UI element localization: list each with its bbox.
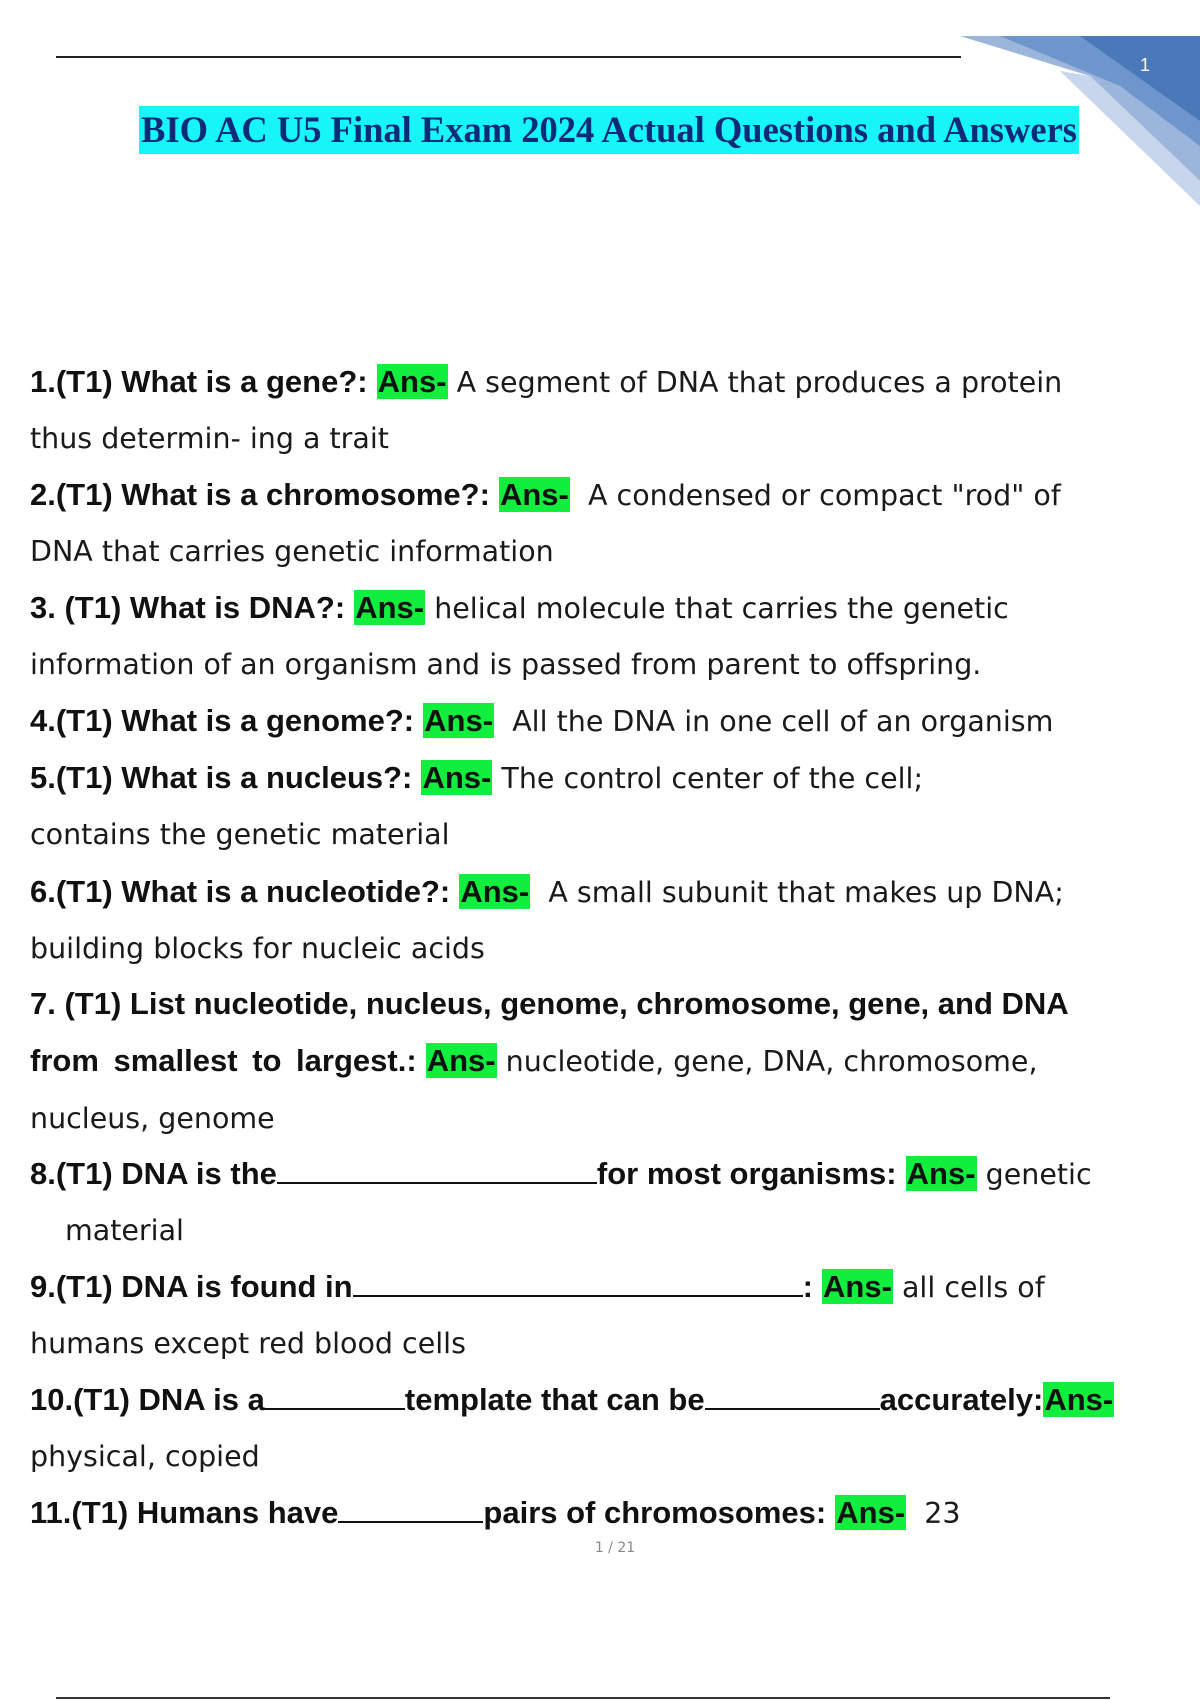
- answer-tag: Ans-: [355, 590, 425, 625]
- question-text: 4.(T1) What is a genome?:: [30, 703, 415, 738]
- question-text: 6.(T1) What is a nucleotide?:: [30, 874, 451, 909]
- qa-item: [30, 750, 1170, 864]
- answer-text: A condensed or compact "rod" of: [587, 479, 1061, 512]
- answer-blank: [265, 1378, 405, 1410]
- question-text: from smallest to largest.:: [30, 1043, 417, 1079]
- qa-item: [30, 467, 1170, 581]
- question-text: 8.(T1) DNA is the: [30, 1156, 277, 1191]
- question-text: template that can be: [404, 1382, 705, 1417]
- qa-item: [30, 976, 1170, 1147]
- answer-text: thus determin- ing a trait: [30, 422, 389, 456]
- answer-blank: [277, 1152, 597, 1184]
- answer-tag: Ans-: [377, 364, 447, 399]
- question-text: :: [802, 1269, 813, 1304]
- answer-blank: [705, 1378, 880, 1410]
- header-rule: [56, 56, 961, 58]
- answer-text: helical molecule that carries the genetic: [434, 592, 1009, 625]
- question-text: 11.(T1) Humans have: [30, 1495, 339, 1530]
- answer-text: contains the genetic material: [30, 818, 450, 852]
- answer-text: nucleus, genome: [30, 1101, 275, 1135]
- question-text: 2.(T1) What is a chromosome?:: [30, 477, 490, 512]
- question-text: 10.(T1) DNA is a: [30, 1382, 265, 1417]
- qa-item: [30, 580, 1170, 694]
- answer-text: genetic: [985, 1158, 1092, 1191]
- question-text: for most organisms:: [596, 1156, 897, 1191]
- qa-item: [30, 864, 1170, 978]
- question-text: 1.(T1) What is a gene?:: [30, 364, 368, 399]
- qa-item: [30, 354, 1170, 468]
- answer-text: humans except red blood cells: [30, 1327, 466, 1361]
- footer-rule: [56, 1697, 1110, 1699]
- question-text: 7. (T1) List nucleotide, nucleus, genome, chromosome, gene, and DNA: [30, 986, 1069, 1021]
- answer-tag: Ans-: [499, 477, 569, 512]
- answer-text: The control center of the cell;: [501, 762, 924, 795]
- page-number: 1: [1140, 55, 1151, 75]
- answer-blank: [353, 1265, 803, 1297]
- qa-item: [30, 1146, 1170, 1260]
- answer-text: 23: [924, 1497, 961, 1530]
- question-text: 5.(T1) What is a nucleus?:: [30, 760, 413, 795]
- question-text: accurately:: [879, 1382, 1044, 1417]
- answer-tag: Ans-: [823, 1269, 892, 1304]
- qa-item: [30, 1372, 1170, 1486]
- answer-tag: Ans-: [906, 1156, 976, 1191]
- answer-text: nucleotide, gene, DNA, chromosome,: [505, 1045, 1038, 1079]
- answer-blank: [338, 1491, 483, 1523]
- answer-text: All the DNA in one cell of an organism: [512, 705, 1054, 738]
- answer-text: A small subunit that makes up DNA;: [548, 876, 1064, 909]
- answer-text: all cells of: [901, 1271, 1045, 1304]
- answer-tag: Ans-: [836, 1495, 906, 1530]
- title-container: [0, 106, 1200, 154]
- qa-item: [30, 1259, 1170, 1373]
- question-text: 9.(T1) DNA is found in: [30, 1269, 353, 1304]
- answer-text: A segment of DNA that produces a protein: [456, 366, 1063, 399]
- answer-text: building blocks for nucleic acids: [30, 932, 485, 966]
- answer-tag: Ans-: [422, 760, 492, 795]
- answer-tag: Ans-: [460, 874, 530, 909]
- document-title: BIO AC U5 Final Exam 2024 Actual Questions and Answers: [139, 106, 1079, 154]
- question-text: pairs of chromosomes:: [483, 1495, 827, 1530]
- qa-item: [30, 693, 1170, 750]
- answer-text: material: [65, 1214, 184, 1248]
- answer-text: information of an organism and is passed from parent to offspring.: [30, 648, 982, 682]
- answer-tag: Ans-: [1044, 1382, 1114, 1417]
- page-indicator: 1 / 21: [594, 1540, 636, 1556]
- qa-item: [30, 1485, 1170, 1542]
- answer-text: physical, copied: [30, 1440, 260, 1474]
- answer-text: DNA that carries genetic information: [30, 535, 554, 569]
- answer-tag: Ans-: [426, 1043, 496, 1079]
- answer-tag: Ans-: [424, 703, 494, 738]
- question-text: 3. (T1) What is DNA?:: [30, 590, 346, 625]
